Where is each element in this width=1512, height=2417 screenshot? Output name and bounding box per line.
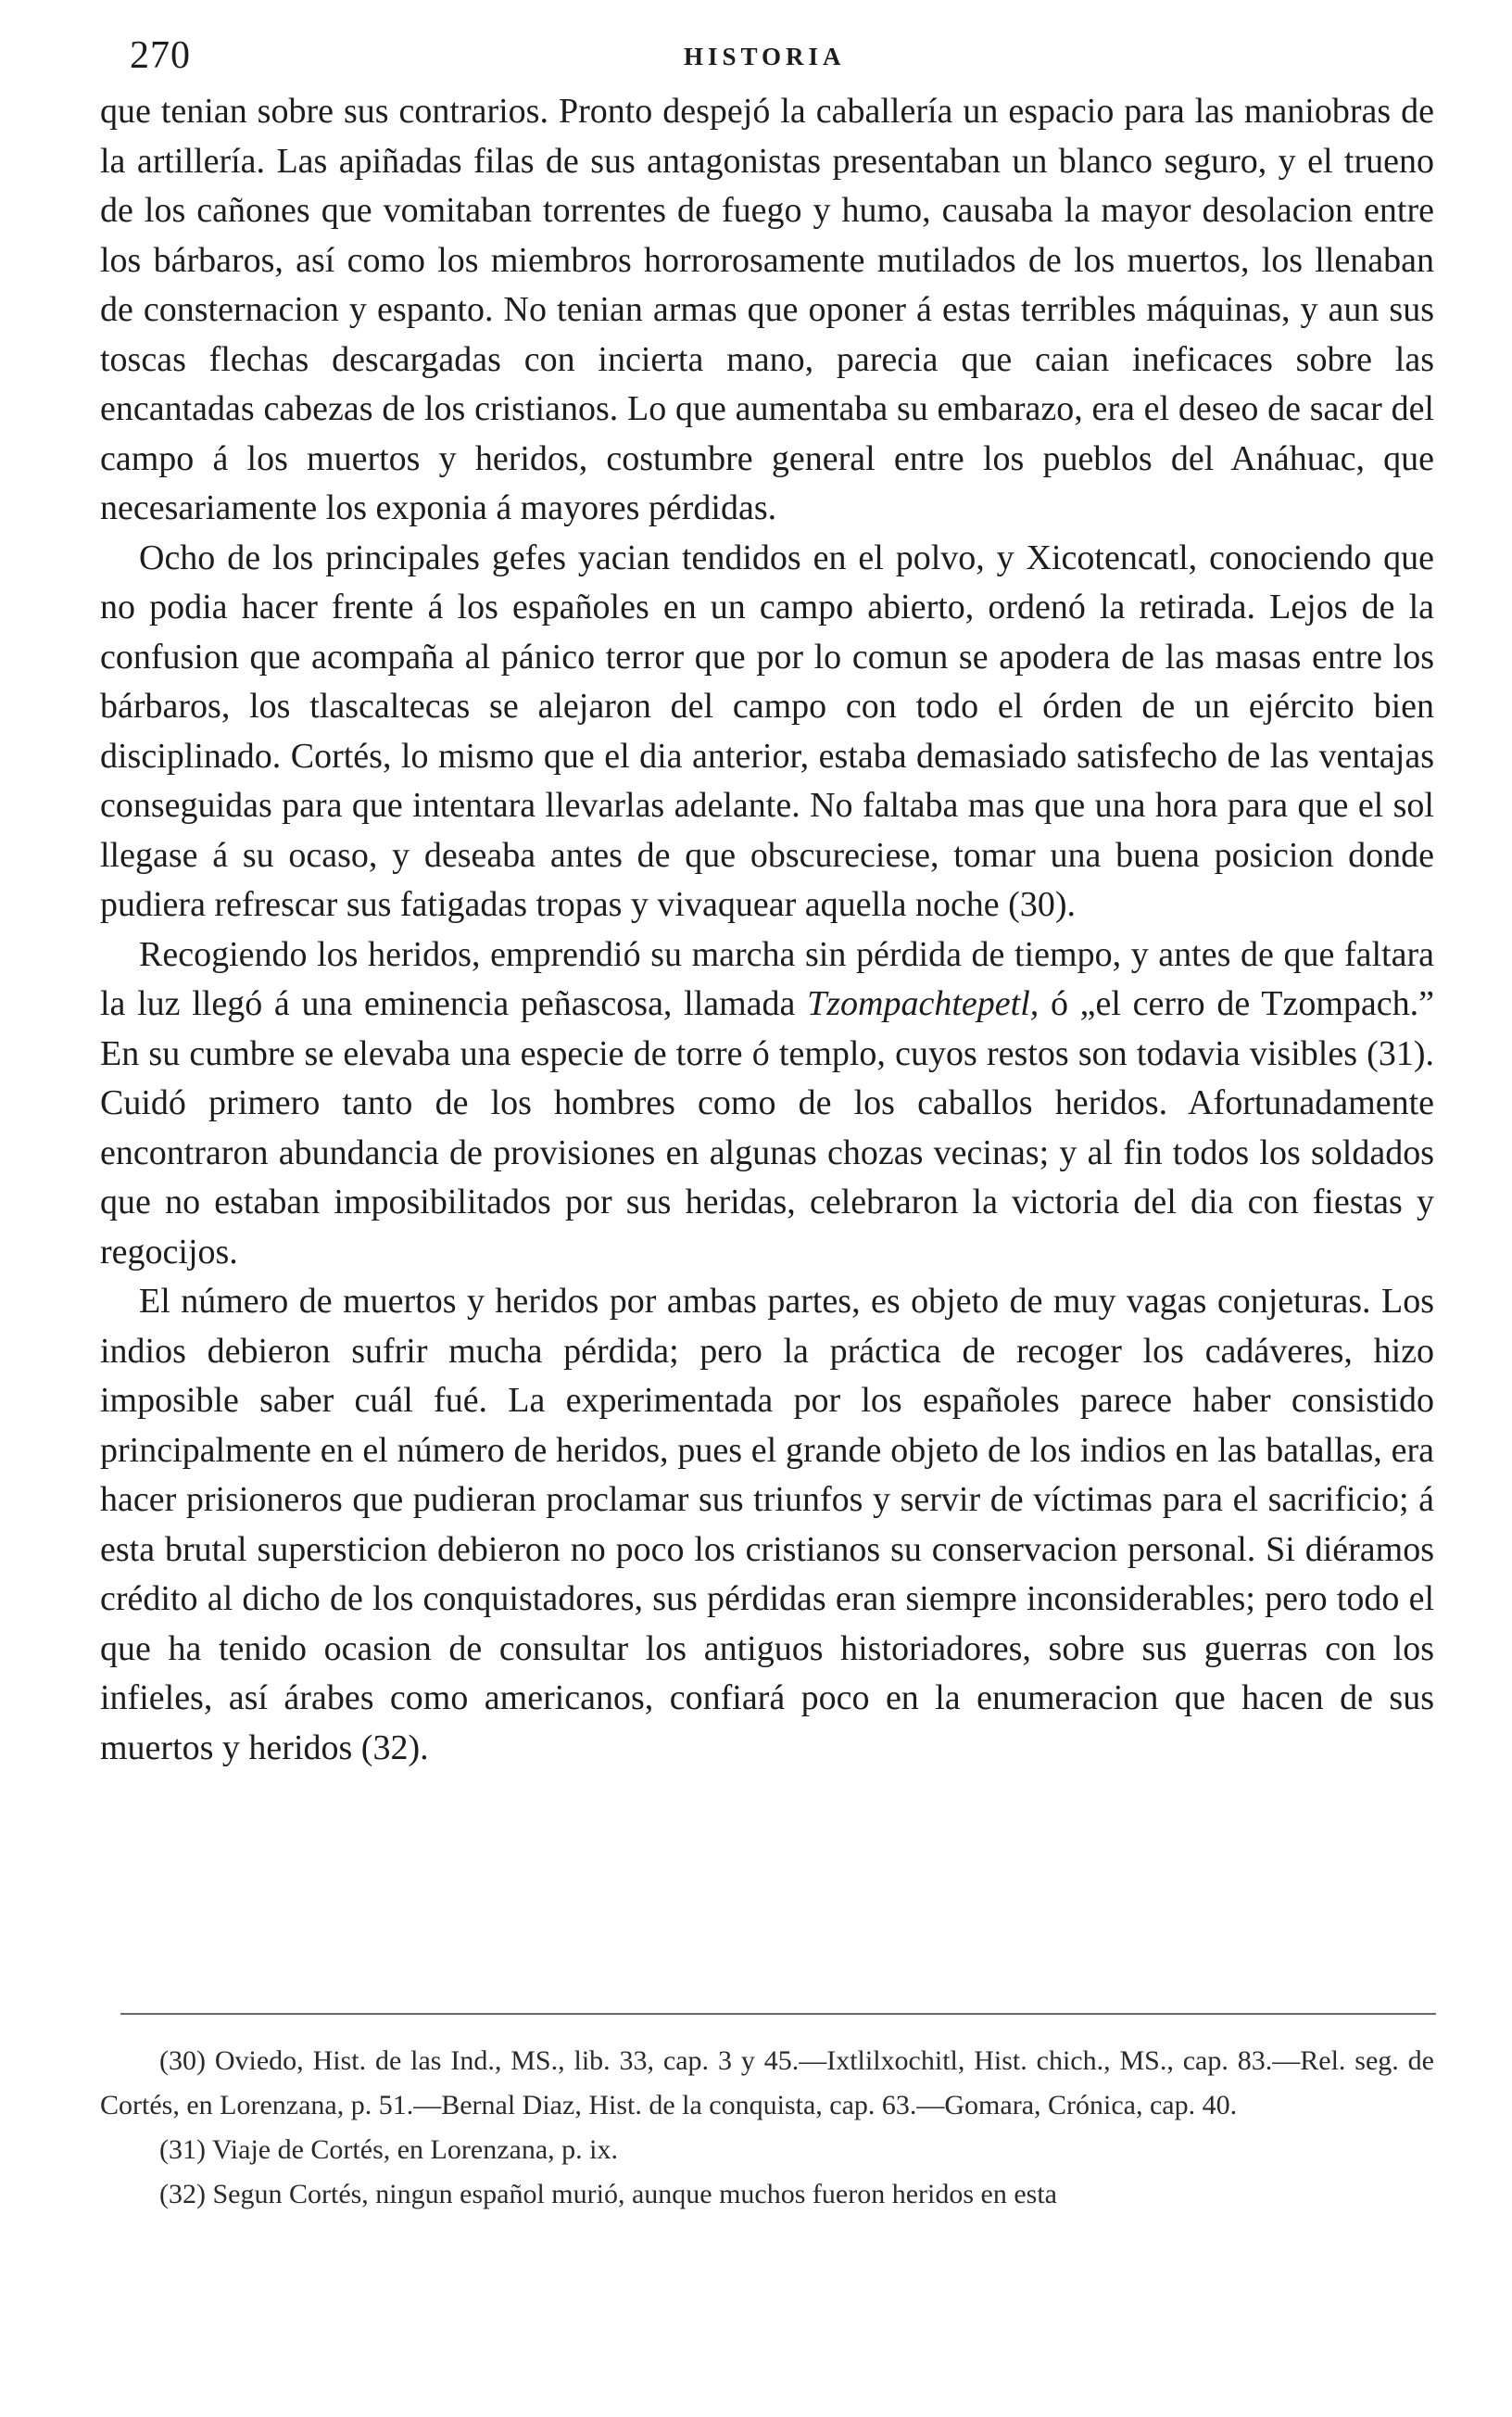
paragraph-text: ó „el cerro de Tzompach.” En su cumbre se elevaba una especie de torre ó templo, cuyos restos son todavia visibles (31). Cuidó primero tanto de los hombres como de los caballos heridos. Afortunadamente encontraron abundancia de provisiones en algunas chozas vecinas; y al fin todos los soldados que no estaban imposibilitados por sus heridas, celebraron la victoria del dia con fiestas y regocijos.: [100, 984, 1434, 1272]
paragraph: [100, 930, 1434, 1278]
paragraph: que tenian sobre sus contrarios. Pronto despejó la caballería un espacio para las maniobras de la artillería. Las apiñadas filas de sus antagonistas presentaban un blanco seguro, y el trueno de los cañones que vomitaban torrentes de fuego y humo, causaba la mayor desolacion entre los bárbaros, así como los miembros horrorosamente mutilados de los muertos, los llenaban de consternacion y espanto. No tenian armas que oponer á estas terribles máquinas, y aun sus toscas flechas descargadas con incierta mano, parecia que caian ineficaces sobre las encantadas cabezas de los cristianos. Lo que aumentaba su embarazo, era el deseo de sacar del campo á los muertos y heridos, costumbre general entre los pueblos del Anáhuac, que necesariamente los exponia á mayores pérdidas.: [100, 92, 1434, 527]
paragraph: El número de muertos y heridos por ambas partes, es objeto de muy vagas conjeturas. Los indios debieron sufrir mucha pérdida; pero la práctica de recoger los cadáveres, hizo imposible saber cuál fué. La experimentada por los españoles parece haber consistido principalmente en el número de heridos, pues el grande objeto de los indios en las batallas, era hacer prisioneros que pudieran proclamar sus triunfos y servir de víctimas para el sacrificio; á esta brutal supersticion debieron no poco los cristianos su conservacion personal. Si diéramos crédito al dicho de los conquistadores, sus pérdidas eran siempre inconsiderables; pero todo el que ha tenido ocasion de consultar los antiguos historiadores, sobre sus guerras con los infieles, así árabes como americanos, confiará poco en la enumeracion que hacen de sus muertos y heridos (32).: [100, 1282, 1434, 1767]
paragraph: Ocho de los principales gefes yacian tendidos en el polvo, y Xicotencatl, conociendo que no podia hacer frente á los españoles en un campo abierto, ordenó la retirada. Lejos de la confusion que acompaña al pánico terror que por lo comun se apodera de las masas entre los bárbaros, los tlascaltecas se alejaron del campo con todo el órden de un ejército bien disciplinado. Cortés, lo mismo que el dia anterior, estaba demasiado satisfecho de las ventajas conseguidas para que intentara llevarlas adelante. No faltaba mas que una hora para que el sol llegase á su ocaso, y deseaba antes de que obscureciese, tomar una buena posicion donde pudiera refrescar sus fatigadas tropas y vivaquear aquella noche (30).: [100, 538, 1434, 924]
footnote-divider: [120, 2013, 1436, 2015]
footnote: (32) Segun Cortés, ningun español murió, aunque muchos fueron heridos en esta: [159, 2179, 1057, 2209]
page-header: [100, 33, 1434, 85]
footnote: (31) Viaje de Cortés, en Lorenzana, p. ix.: [159, 2134, 618, 2165]
running-head: HISTORIA: [684, 43, 846, 70]
paragraph-text: Recogiendo los heridos, emprendió su marcha sin pérdida de tiempo, y antes de que faltara la luz llegó á una eminencia peñascosa, llamada: [100, 934, 1434, 1023]
footnotes: [100, 2039, 1434, 2217]
place-name-italic: Tzompachtepetl,: [807, 984, 1040, 1023]
footnote: (30) Oviedo, Hist. de las Ind., MS., lib. 33, cap. 3 y 45.—Ixtlilxochitl, Hist. chich., MS., cap. 83.—Rel. seg. de Cortés, en Lorenzana, p. 51.—Bernal Diaz, Hist. de la conquista, cap. 63.—Gomara, Crónica, cap. 40.: [100, 2045, 1434, 2120]
page-number: 270: [130, 34, 191, 77]
body-text: [100, 87, 1434, 1773]
